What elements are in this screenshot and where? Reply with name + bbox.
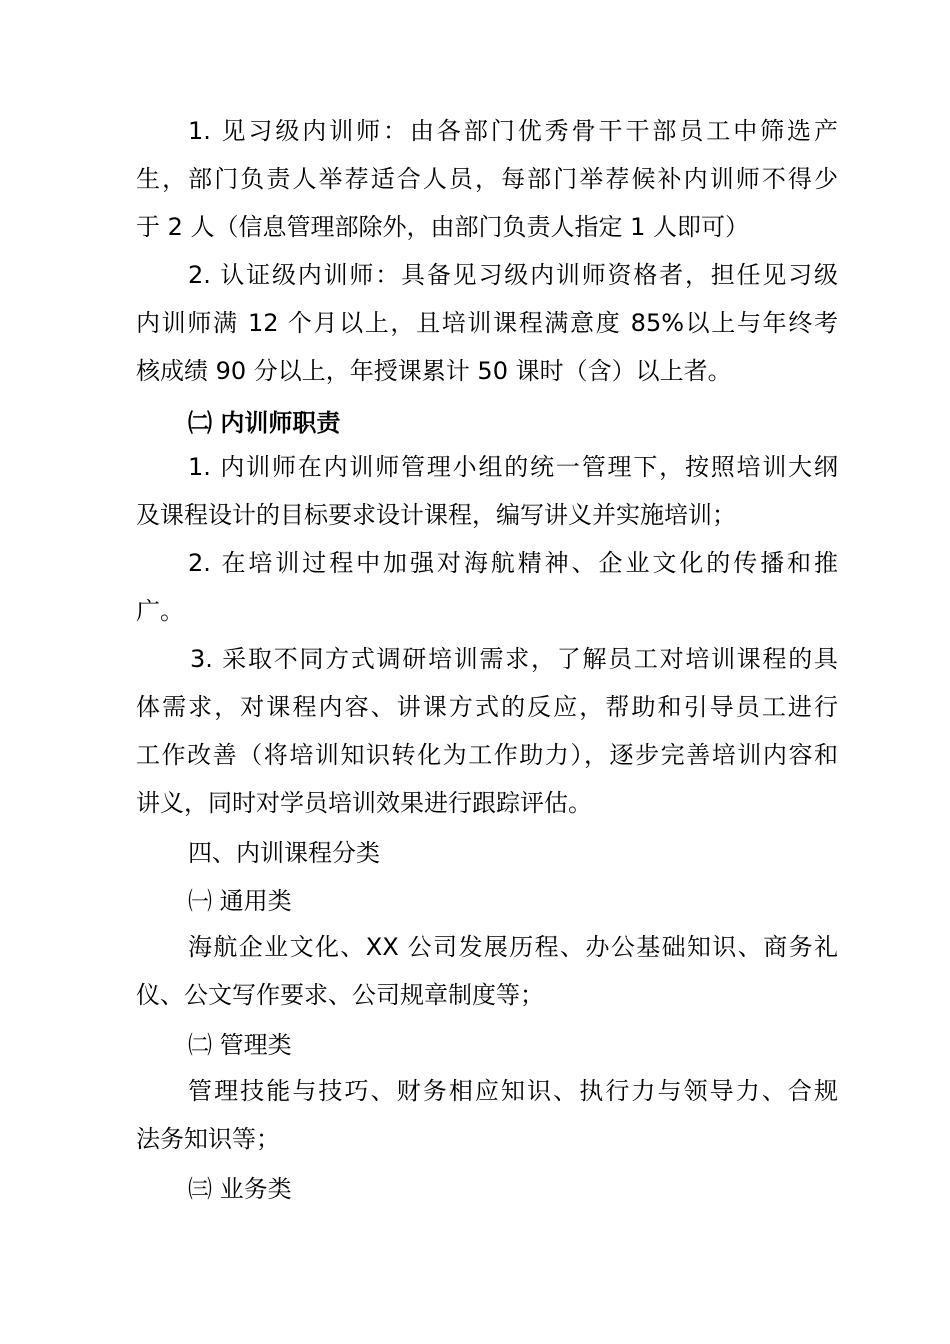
duty3-line4: 讲义，同时对学员培训效果进行跟踪评估。 bbox=[136, 789, 592, 817]
duty2-line2: 广。 bbox=[136, 597, 184, 625]
cat1-title: ㈠ 通用类 bbox=[188, 887, 292, 915]
section4-title: 四、内训课程分类 bbox=[188, 839, 380, 867]
cat1-line1: 海航企业文化、XX 公司发展历程、办公基础知识、商务礼 bbox=[188, 933, 838, 961]
duty3-line3: 工作改善（将培训知识转化为工作助力），逐步完善培训内容和 bbox=[136, 741, 838, 769]
para1-line2: 生，部门负责人举荐适合人员，每部门举荐候补内训师不得少 bbox=[136, 165, 838, 193]
para1-line1: 1. 见习级内训师：由各部门优秀骨干干部员工中筛选产 bbox=[188, 117, 838, 145]
cat1-line2: 仪、公文写作要求、公司规章制度等； bbox=[136, 981, 544, 1009]
duty3-line2: 体需求，对课程内容、讲课方式的反应，帮助和引导员工进行 bbox=[136, 693, 838, 721]
duty3-line1: 3. 采取不同方式调研培训需求，了解员工对培训课程的具 bbox=[190, 645, 838, 673]
cat2-line1: 管理技能与技巧、财务相应知识、执行力与领导力、合规 bbox=[188, 1077, 838, 1105]
duty1-line2: 及课程设计的目标要求设计课程，编写讲义并实施培训； bbox=[136, 501, 736, 529]
cat2-line2: 法务知识等； bbox=[136, 1125, 280, 1153]
duty2-line1: 2. 在培训过程中加强对海航精神、企业文化的传播和推 bbox=[188, 549, 838, 577]
heading-duties: ㈡ 内训师职责 bbox=[188, 409, 341, 437]
para1-line3: 于 2 人（信息管理部除外，由部门负责人指定 1 人即可） bbox=[136, 213, 750, 241]
para2-line3: 核成绩 90 分以上，年授课累计 50 课时（含）以上者。 bbox=[136, 357, 732, 385]
cat2-title: ㈡ 管理类 bbox=[188, 1031, 292, 1059]
duty1-line1: 1. 内训师在内训师管理小组的统一管理下，按照培训大纲 bbox=[188, 453, 838, 481]
cat3-title: ㈢ 业务类 bbox=[188, 1175, 292, 1203]
para2-line2: 内训师满 12 个月以上，且培训课程满意度 85%以上与年终考 bbox=[136, 309, 838, 337]
para2-line1: 2. 认证级内训师：具备见习级内训师资格者，担任见习级 bbox=[188, 261, 838, 289]
